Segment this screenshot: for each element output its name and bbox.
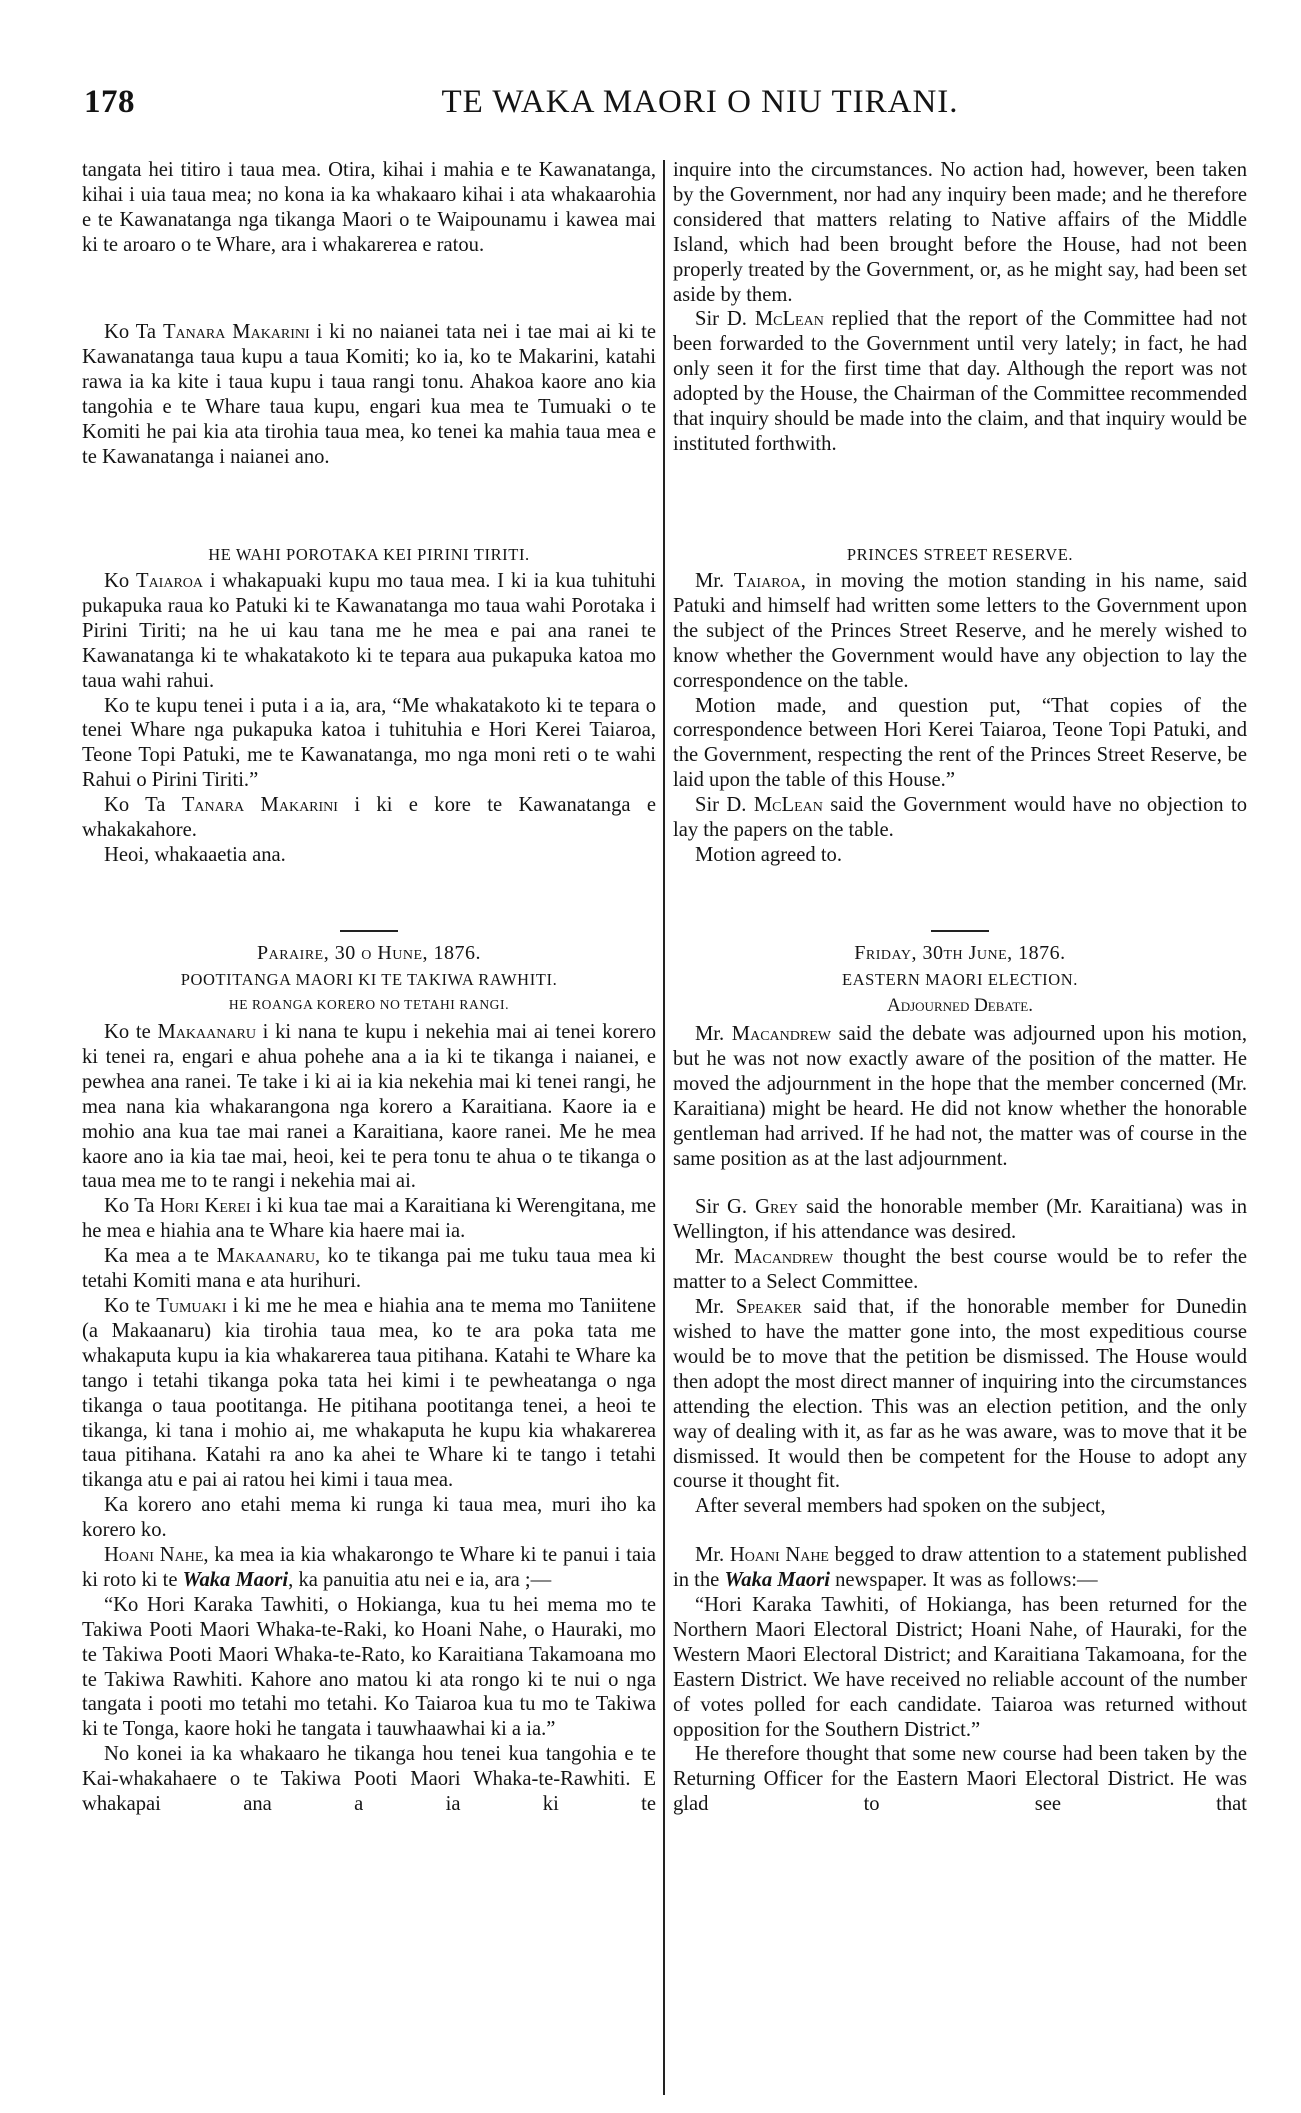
text-run: He therefore thought that some new course had been taken by the Returning Officer for the Eastern Maori Electoral District. He was glad to see that [673,1743,1247,1816]
publication-title: TE WAKA MAORI O NIU TIRANI. [441,84,959,120]
section-heading: POOTITANGA MAORI KI TE TAKIWA RAWHITI. [180,970,558,989]
text-run: Mr. [695,1296,736,1319]
paragraph [673,307,1247,456]
session-date: Paraire, 30 o Hune, 1876. [256,942,482,964]
section-body [82,569,656,868]
paragraph [673,694,1247,794]
speaker-name: Macandrew [733,1246,834,1269]
paragraph [673,1742,1247,1817]
paragraph [673,1195,1247,1245]
section-heading: EASTERN MAORI ELECTION. [841,970,1079,989]
text-run: i whakapuaki kupu mo taua mea. I ki ia kua tuhituhi pukapuka raua ko Patuki ki te Kawanatanga mo taua wahi Porotaka i Pirini Tiriti; na he ui kau tana me he mea e pai ana ranei te Kawanatanga ki te whakatakoto ki te tepara aua pukapuka katoa mo taua wahi rahui. [82,570,656,692]
text-run: Mr. [695,1023,732,1045]
left-section-2 [82,320,656,469]
text-run: Sir D. [695,794,754,817]
section-heading: HE WAHI POROTAKA KEI PIRINI TIRITI. [208,545,530,564]
text-run: said that, if the honorable member for Dunedin wished to have the matter gone into, the most expeditious course would be to move that the petition be dismissed. The House would then adopt the most direct manner of inquiring into the circumstances attending the election. This was an election petition, and the only way of dealing with it, as far as he was aware, was to move that it be dismissed. It would then be competent for the House to adopt any course it thought fit. [673,1296,1247,1493]
text-run: Motion agreed to. [695,843,842,866]
speaker-name: Taiaroa [135,570,204,592]
section-body [673,1022,1247,1817]
text-run: Ko [104,570,136,592]
section-rule [340,930,398,932]
text-run: tangata hei titiro i taua mea. Otira, kihai i mahia e te Kawanatanga, kihai i uia taua mea; no kona ia ka whakaaro kihai i ata whakaarohia e te Kawanatanga nga tikanga Maori o te Waipounamu i kawea mai ki te aroaro o te Whare, ara i whakarerea e ratou. [82,159,656,256]
text-run: said the debate was adjourned upon his motion, but he was not now exactly aware of the position of the matter. He moved the adjournment in the hope that the member concerned (Mr. Karaitiana) might be heard. He did not know whether the honorable gentleman had arrived. If he had not, the matter was of course in the same position as at the last adjournment. [673,1023,1247,1170]
publication-name: Waka Maori [182,1568,289,1591]
section-rule [931,930,989,932]
text-run: Ko te kupu tenei i puta i a ia, ara, “Me whakatakoto ki te tepara o tenei Whare nga pukapuka katoa i tuhituhia e Hori Kerei Taiaroa, Teone Topi Patuki, me te Kawanatanga, mo nga moni reti o te wahi Rahui o Pirini Tiriti.” [82,694,656,792]
speaker-name: Macandrew [731,1023,831,1045]
text-run: After several members had spoken on the subject, [695,1495,1106,1518]
paragraph [82,1742,656,1817]
text-run: Motion made, and question put, “That copies of the correspondence between Hori Kerei Taiaroa, Teone Topi Patuki, and the Government, respecting the rent of the Princes Street Reserve, be laid upon the table of this House.” [673,694,1247,792]
text-run: Ka korero ano etahi mema ki runga ki taua mea, muri iho ka korero ko. [82,1494,656,1542]
text-run: inquire into the circumstances. No action had, however, been taken by the Government, nor had any inquiry been made; and he therefore considered that matters relating to Native affairs of the Middle Island, which had been brought before the House, had not been properly treated by the Government, or, as he might say, had been set aside by them. [673,159,1247,306]
text-run: newspaper. It was as follows:— [829,1569,1098,1592]
text-run: i ki me he mea e hiahia ana te mema mo Taniitene (a Makaanaru) kia tirohia taua mea, ko te ara poka tata me whakaputa kupu ia kia whakarerea taua pitihana. Katahi te Whare ka tango i tetahi tikanga poka tata hei kimi i te pewheatanga o nga tikanga o taua pootitanga. He pitihana pootitanga tenei, a heoi te tikanga, ki tana i mohio ai, me whakaputa he kupu kia whakarerea taua pitihana. Katahi ra ano ka ahei te Whare ki te tango i tetahi tikanga atu e pai ai ratou hei kimi i taua mea. [82,1294,656,1492]
text-run: , ko te tikanga pai me tuku taua mea ki tetahi Komiti mana e ata hurihuri. [82,1245,656,1293]
paragraph [673,1022,1247,1171]
speaker-name: Hoani Nahe [729,1544,829,1567]
speaker-name: Tanara Makarini [181,794,338,817]
section-subheading: Adjourned Debate. [887,995,1033,1016]
left-section-porotaka [82,541,656,868]
paragraph [82,1294,656,1493]
text-run: Ka mea a te [104,1245,217,1268]
paragraph [673,843,1247,868]
speaker-name: McLean [754,308,824,331]
text-run: said the honorable member (Mr. Karaitiana) was in Wellington, if his attendance was desired. [673,1196,1247,1244]
session-date: Friday, 30th June, 1876. [854,942,1066,964]
left-section-pootitanga [82,930,656,1817]
text-run: Mr. [695,570,734,592]
paragraph [82,1020,656,1194]
text-run: i ki no naianei tata nei i tae mai ai ki te Kawanatanga taua kupu a taua Komiti; ko ia, ko te Makarini, katahi rawa ia ka kite i taua kupu i taua rangi tonu. Ahakoa kaore ano kia tangohia e te Whare taua kupu, engari kua mea te Tumuaki o te Komiti he pai kia ata tirohia taua mea, ko tenei ka mahia taua mea e te Kawanatanga i naianei ano. [82,321,656,468]
text-run: Ko Ta [104,1195,161,1218]
paragraph [82,1194,656,1244]
text-run: Ko Ta [104,321,163,343]
text-run: said the Government would have no objection to lay the papers on the table. [673,794,1247,842]
text-run: Sir G. [695,1196,756,1219]
paragraph [82,793,656,843]
column-divider [663,160,665,2095]
section-subheading: HE ROANGA KORERO NO TETAHI RANGI. [228,997,510,1012]
text-run: “Hori Karaka Tawhiti, of Hokianga, has been returned for the Northern Maori Electoral District; Hoani Nahe, of Hauraki, for the Western Maori Electoral District; and Karaitiana Takamoana, for the Eastern District. We have received no reliable account of the number of votes polled for each candidate. Taiaroa was returned without opposition for the Southern District.” [673,1594,1247,1741]
text-run: No konei ia ka whakaaro he tikanga hou tenei kua tangohia e te Kai-whakahaere o te Takiwa Pooti Maori Whaka-te-Rawhiti. E whakapai ana a ia ki te [82,1743,656,1816]
speaker-name: Hori Kerei [160,1195,251,1218]
paragraph [673,1295,1247,1494]
section-body [82,1020,656,1817]
text-run: begged to draw attention to a statement published in the [673,1544,1247,1592]
paragraph [82,320,656,469]
text-run: replied that the report of the Committee had not been forwarded to the Government until very lately; in fact, he had only seen it for the first time that day. Although the report was not adopted by the House, the Chairman of the Committee recommended that inquiry should be made into the claim, and that inquiry would be instituted forthwith. [673,308,1247,455]
text-run: Heoi, whakaaetia ana. [104,843,286,866]
text-run: Ko te [104,1021,158,1043]
text-run: Mr. [695,1544,730,1567]
speaker-name: Grey [755,1196,798,1219]
text-run: i ki nana te kupu i nekehia mai ai tenei korero ki tenei ra, engari e ahua pohehe ana a ia ki te tikanga i naianei, e pewhea ana ranei. Te take i ki ai ia kia nekehia mai ki tenei rangi, he mea nana kia whakarangona nga korero a Karaitiana. Kaore ia e mohio ana kua tae mai ranei a Karaitiana, kaore ranei. Me he mea kaore ano ia kia tae mai, heoi, kei te pera tonu te ahua o te tikanga o taua mea me to te rangi i nekehia mai ai. [82,1021,656,1193]
paragraph [82,158,656,258]
text-run: Ko Ta [104,794,182,817]
paragraph [673,793,1247,843]
paragraph [673,1245,1247,1295]
text-run: thought the best course would be to refer the matter to a Select Committee. [673,1246,1247,1294]
paragraph [673,1543,1247,1593]
publication-name: Waka Maori [724,1569,830,1592]
paragraph [673,569,1247,694]
text-run: “Ko Hori Karaka Tawhiti, o Hokianga, kua tu hei mema mo te Takiwa Pooti Maori Whaka-te-Raki, ko Hoani Nahe, o Hauraki, mo te Takiwa Pooti Maori Whaka-te-Rato, ko Karaitiana Takamoana mo te Takiwa Rawhiti. Kahore ano matou ki ata rongo ki te nui o nga tangata i pooti mo tetahi mo tetahi. Ko Taiaroa kua tu mo te Takiwa ki te Tonga, kaore hoki he tangata i tauwhaawhai ki a ia.” [82,1593,656,1741]
right-section-1 [673,158,1247,457]
speaker-name: Makaanaru [157,1021,256,1043]
text-run: , ka panuitia atu nei e ia, ara ;— [288,1568,552,1591]
paragraph [82,1244,656,1294]
right-section-eastern-election [673,930,1247,1817]
paragraph [673,1593,1247,1742]
paragraph [82,1543,656,1593]
speaker-name: Tumuaki [156,1294,227,1317]
page-number: 178 [84,84,135,120]
right-section-princes-street [673,541,1247,868]
paragraph [82,843,656,868]
text-run: i ki kua tae mai a Karaitiana ki Werengitana, me he mea e hiahia ana te Whare kia haere mai ia. [82,1195,656,1243]
text-run: i ki e kore te Kawanatanga e whakakahore. [82,794,657,842]
text-run: Sir D. [695,308,755,331]
section-body [673,569,1247,868]
speaker-name: Tanara Makarini [162,321,310,343]
text-run: Ko te [104,1294,157,1317]
paragraph [82,694,656,794]
section-heading: PRINCES STREET RESERVE. [846,545,1074,564]
left-section-1 [82,158,656,258]
paragraph [82,1493,656,1543]
paragraph [673,1494,1247,1519]
speaker-name: McLean [753,794,823,817]
text-run: , in moving the motion standing in his name, said Patuki and himself had written some letters to the Government upon the subject of the Princes Street Reserve, and he merely wished to know whether the Government would have any objection to lay the correspondence on the table. [673,570,1247,692]
text-run: Mr. [695,1246,734,1269]
text-run: , ka mea ia kia whakarongo te Whare ki te panui i taia ki roto ki te [82,1544,656,1591]
paragraph [82,569,656,694]
speaker-name: Taiaroa [733,570,801,592]
speaker-name: Speaker [735,1296,802,1319]
speaker-name: Hoani Nahe [104,1544,204,1567]
paragraph [82,1593,656,1742]
paragraph [673,158,1247,307]
speaker-name: Makaanaru [216,1245,316,1268]
